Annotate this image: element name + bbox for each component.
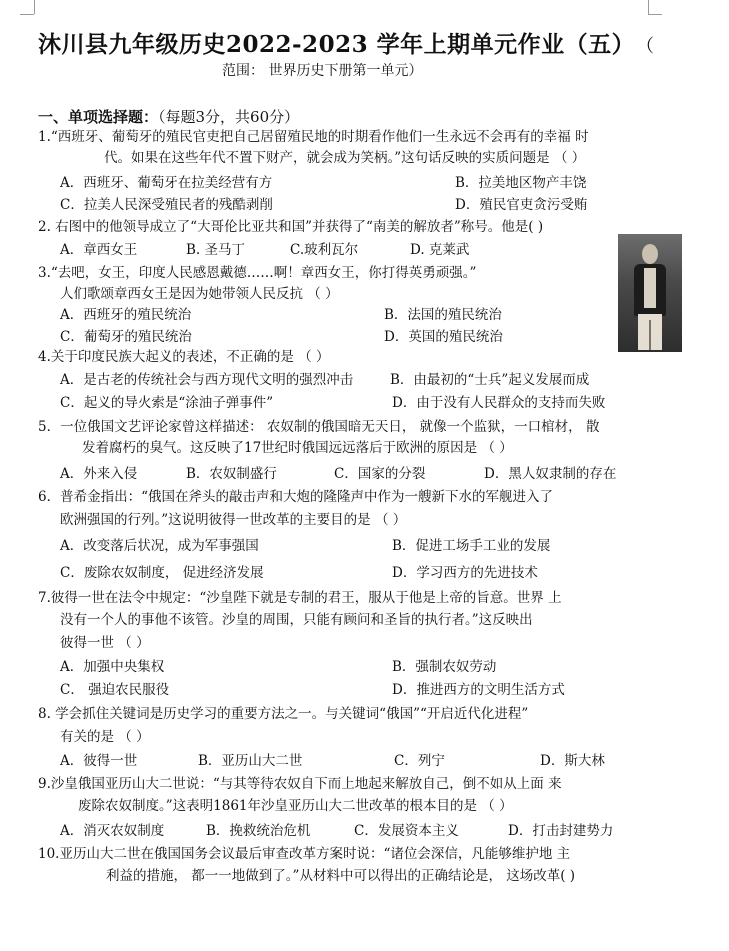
question-10-stem-line-1: 10.亚历山大二世在俄国国务会议最后审查改革方案时说：“诸位会深信，凡能够维护地 主 bbox=[38, 846, 571, 862]
question-1-option-a: A．西班牙、葡萄牙在拉美经营有方 bbox=[60, 175, 273, 191]
question-8-stem-line-2: 有关的是 （ ） bbox=[60, 729, 150, 745]
section-score-note: （每题3分，共60分） bbox=[158, 108, 300, 126]
question-1-option-d: D．殖民官吏贪污受贿 bbox=[455, 197, 588, 213]
portrait-vest bbox=[644, 268, 656, 308]
question-5-stem-line-2: 发着腐朽的臭气。这反映了17世纪时俄国远远落后于欧洲的原因是 （ ） bbox=[82, 440, 513, 456]
crop-mark-top-left bbox=[34, 0, 35, 14]
question-9-stem-line-1: 9.沙皇俄国亚历山大二世说：“与其等待农奴自下而上地起来解放自己，倒不如从上面 来 bbox=[38, 776, 562, 792]
question-3-option-d: D．英国的殖民统治 bbox=[384, 329, 503, 345]
question-7-option-c: C． 强迫农民服役 bbox=[60, 682, 170, 698]
question-2-option-d: D. 克莱武 bbox=[410, 242, 470, 258]
question-4-option-d: D．由于没有人民群众的支持而失败 bbox=[392, 395, 606, 411]
scope-line: 范围： 世界历史下册第一单元） bbox=[222, 63, 423, 79]
question-6-option-d: D．学习西方的先进技术 bbox=[392, 565, 538, 581]
question-8-option-b: B．亚历山大二世 bbox=[198, 753, 303, 769]
question-1-option-c: C．拉美人民深受殖民者的残酷剥削 bbox=[60, 197, 273, 213]
question-7-option-a: A．加强中央集权 bbox=[60, 659, 165, 675]
section-title: 一、单项选择题： bbox=[38, 108, 159, 126]
question-1-stem-line-2: 代。如果在这些年代不置下财产，就会成为笑柄。”这句话反映的实质问题是 （ ） bbox=[104, 150, 586, 166]
question-6-option-a: A．改变落后状况，成为军事强国 bbox=[60, 538, 259, 554]
question-1-stem-line-1: 1.“西班牙、葡萄牙的殖民官吏把自己居留殖民地的时期看作他们一生永远不会再有的幸福 时 bbox=[38, 129, 589, 145]
question-10-stem-line-2: 利益的措施， 都一一地做到了。”从材料中可以得出的正确结论是， 这场改革( ) bbox=[106, 868, 576, 884]
question-7-stem-line-3: 彼得一世 （ ） bbox=[60, 635, 150, 651]
question-9-option-d: D．打击封建势力 bbox=[508, 823, 614, 839]
question-8-option-a: A．彼得一世 bbox=[60, 753, 138, 769]
question-2-option-c: C.玻利瓦尔 bbox=[290, 242, 359, 258]
question-9-option-b: B．挽救统治危机 bbox=[206, 823, 311, 839]
portrait-head bbox=[642, 244, 658, 264]
question-5-option-b: B．农奴制盛行 bbox=[186, 466, 277, 482]
portrait-leg-gap bbox=[649, 320, 651, 350]
question-2-stem: 2. 右图中的他领导成立了“大哥伦比亚共和国”并获得了“南美的解放者”称号。他是( ) bbox=[38, 219, 544, 235]
question-4-option-b: B．由最初的“士兵”起义发展而成 bbox=[390, 372, 590, 388]
section-heading bbox=[38, 106, 299, 127]
question-7-option-b: B．强制农奴劳动 bbox=[392, 659, 497, 675]
question-6-stem-line-2: 欧洲强国的行列。”这说明彼得一世改革的主要目的是 （ ） bbox=[60, 512, 407, 528]
question-5-stem-line-1: 5．一位俄国文艺评论家曾这样描述： 农奴制的俄国暗无天日， 就像一个监狱，一口棺材， 散 bbox=[38, 419, 600, 435]
question-6-stem-line-1: 6．普希金指出：“俄国在斧头的敲击声和大炮的隆隆声中作为一艘新下水的军舰进入了 bbox=[38, 489, 553, 505]
question-9-option-c: C．发展资本主义 bbox=[354, 823, 459, 839]
question-8-option-c: C．列宁 bbox=[394, 753, 445, 769]
question-3-option-a: A．西班牙的殖民统治 bbox=[60, 307, 192, 323]
question-5-option-a: A．外来入侵 bbox=[60, 466, 138, 482]
question-7-stem-line-2: 没有一个人的事他不该管。沙皇的周围，只能有顾问和圣旨的执行者。”这反映出 bbox=[60, 612, 533, 628]
bolivar-portrait-image bbox=[618, 234, 682, 352]
question-9-option-a: A．消灭农奴制度 bbox=[60, 823, 165, 839]
page-title: 沐川县九年级历史2022-2023 学年上期单元作业（五） bbox=[38, 31, 636, 58]
question-4-option-c: C．起义的导火索是“涂油子弹事件” bbox=[60, 395, 274, 411]
title-trailing-paren: （ bbox=[636, 36, 654, 57]
question-6-option-b: B．促进工场手工业的发展 bbox=[392, 538, 551, 554]
question-5-option-c: C．国家的分裂 bbox=[334, 466, 426, 482]
question-8-option-d: D．斯大林 bbox=[540, 753, 605, 769]
question-4-option-a: A．是古老的传统社会与西方现代文明的强烈冲击 bbox=[60, 372, 354, 388]
question-2-option-a: A．章西女王 bbox=[60, 242, 138, 258]
question-3-option-b: B．法国的殖民统治 bbox=[384, 307, 502, 323]
crop-mark-top-right-horizontal bbox=[648, 14, 662, 15]
question-3-option-c: C．葡萄牙的殖民统治 bbox=[60, 329, 192, 345]
question-2-option-b: B. 圣马丁 bbox=[186, 242, 246, 258]
question-6-option-c: C．废除农奴制度， 促进经济发展 bbox=[60, 565, 264, 581]
question-8-stem-line-1: 8. 学会抓住关键词是历史学习的重要方法之一。与关键词“俄国”“开启近代化进程” bbox=[38, 706, 529, 722]
crop-mark-top-right bbox=[648, 0, 649, 14]
question-4-stem: 4.关于印度民族大起义的表述，不正确的是 （ ） bbox=[38, 349, 330, 365]
question-1-option-b: B．拉美地区物产丰饶 bbox=[455, 175, 587, 191]
question-7-option-d: D．推进西方的文明生活方式 bbox=[392, 682, 565, 698]
crop-mark-top-left-horizontal bbox=[20, 14, 34, 15]
question-7-stem-line-1: 7.彼得一世在法令中规定：“沙皇陛下就是专制的君王，服从于他是上帝的旨意。世界 上 bbox=[38, 590, 562, 606]
question-5-option-d: D．黑人奴隶制的存在 bbox=[484, 466, 617, 482]
question-9-stem-line-2: 废除农奴制度。”这表明1861年沙皇亚历山大二世改革的根本目的是 （ ） bbox=[78, 798, 513, 814]
question-3-stem-line-1: 3.“去吧，女王，印度人民感恩戴德……啊！章西女王，你打得英勇顽强。” bbox=[38, 265, 477, 281]
question-3-stem-line-2: 人们歌颂章西女王是因为她带领人民反抗 （ ） bbox=[60, 286, 339, 302]
